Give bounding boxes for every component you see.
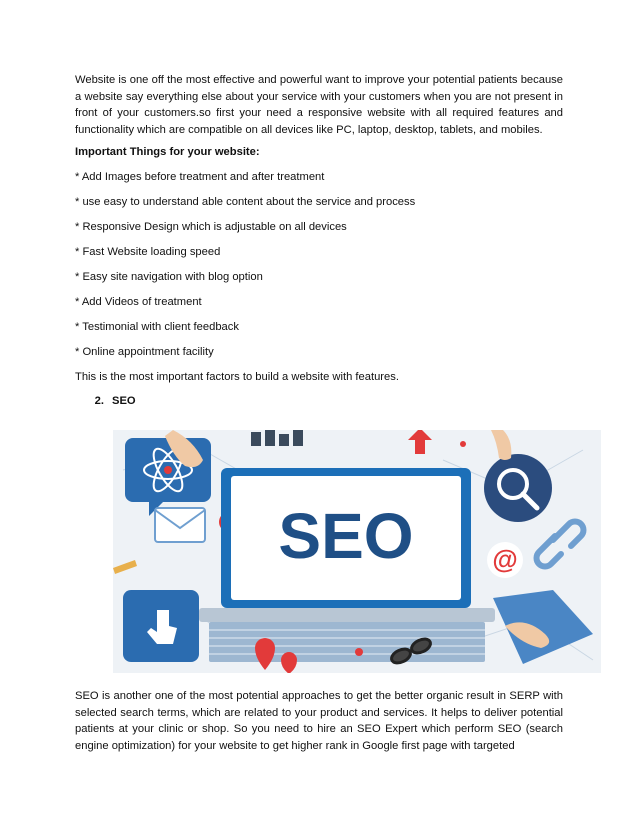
- bullet-item: * Online appointment facility: [75, 346, 214, 359]
- hand-pointer-icon: [123, 590, 199, 662]
- seo-illustration: [113, 430, 601, 673]
- bullet-item: * Add Images before treatment and after treatment: [75, 171, 325, 184]
- seo-section-body: [75, 688, 563, 754]
- section-number: 2.: [94, 395, 104, 408]
- seo-illustration-art: [113, 430, 601, 673]
- bullet-item: * use easy to understand able content about the service and process: [75, 196, 416, 209]
- section-heading: [75, 393, 563, 410]
- intro-paragraph: Website is one off the most effective and powerful want to improve your potential patients because a website say everything else about your service with your customers when you are not present in front of your customers.so first your need a responsive website with all required features and functionality which are compatible on all devices like PC, laptop, desktop, tablets, and mobiles.: [75, 74, 563, 136]
- section-title: SEO: [112, 395, 136, 408]
- document-body: [75, 72, 563, 410]
- seo-paragraph: SEO is another one of the most potential approaches to get the better organic result in SERP with selected search terms, which are related to your product and services. It helps to deliver potential patients at your clinic or shop. So you need to hire an SEO Expert which perform SEO (search engine optimization) for your website to get higher rank in Google first page with targeted: [75, 690, 563, 752]
- bullet-item: * Easy site navigation with blog option: [75, 271, 263, 284]
- search-icon: [484, 454, 552, 522]
- bullet-item: * Responsive Design which is adjustable on all devices: [75, 221, 347, 234]
- things-heading: Important Things for your website:: [75, 146, 260, 159]
- summary-line: This is the most important factors to build a website with features.: [75, 370, 399, 383]
- at-sign-icon: [487, 542, 523, 578]
- bullet-item: * Add Videos of treatment: [75, 296, 202, 309]
- bullet-item: * Fast Website loading speed: [75, 246, 221, 259]
- bullet-item: * Testimonial with client feedback: [75, 321, 239, 334]
- seo-screen-text: SEO: [278, 500, 414, 572]
- svg-text:@: @: [492, 544, 518, 574]
